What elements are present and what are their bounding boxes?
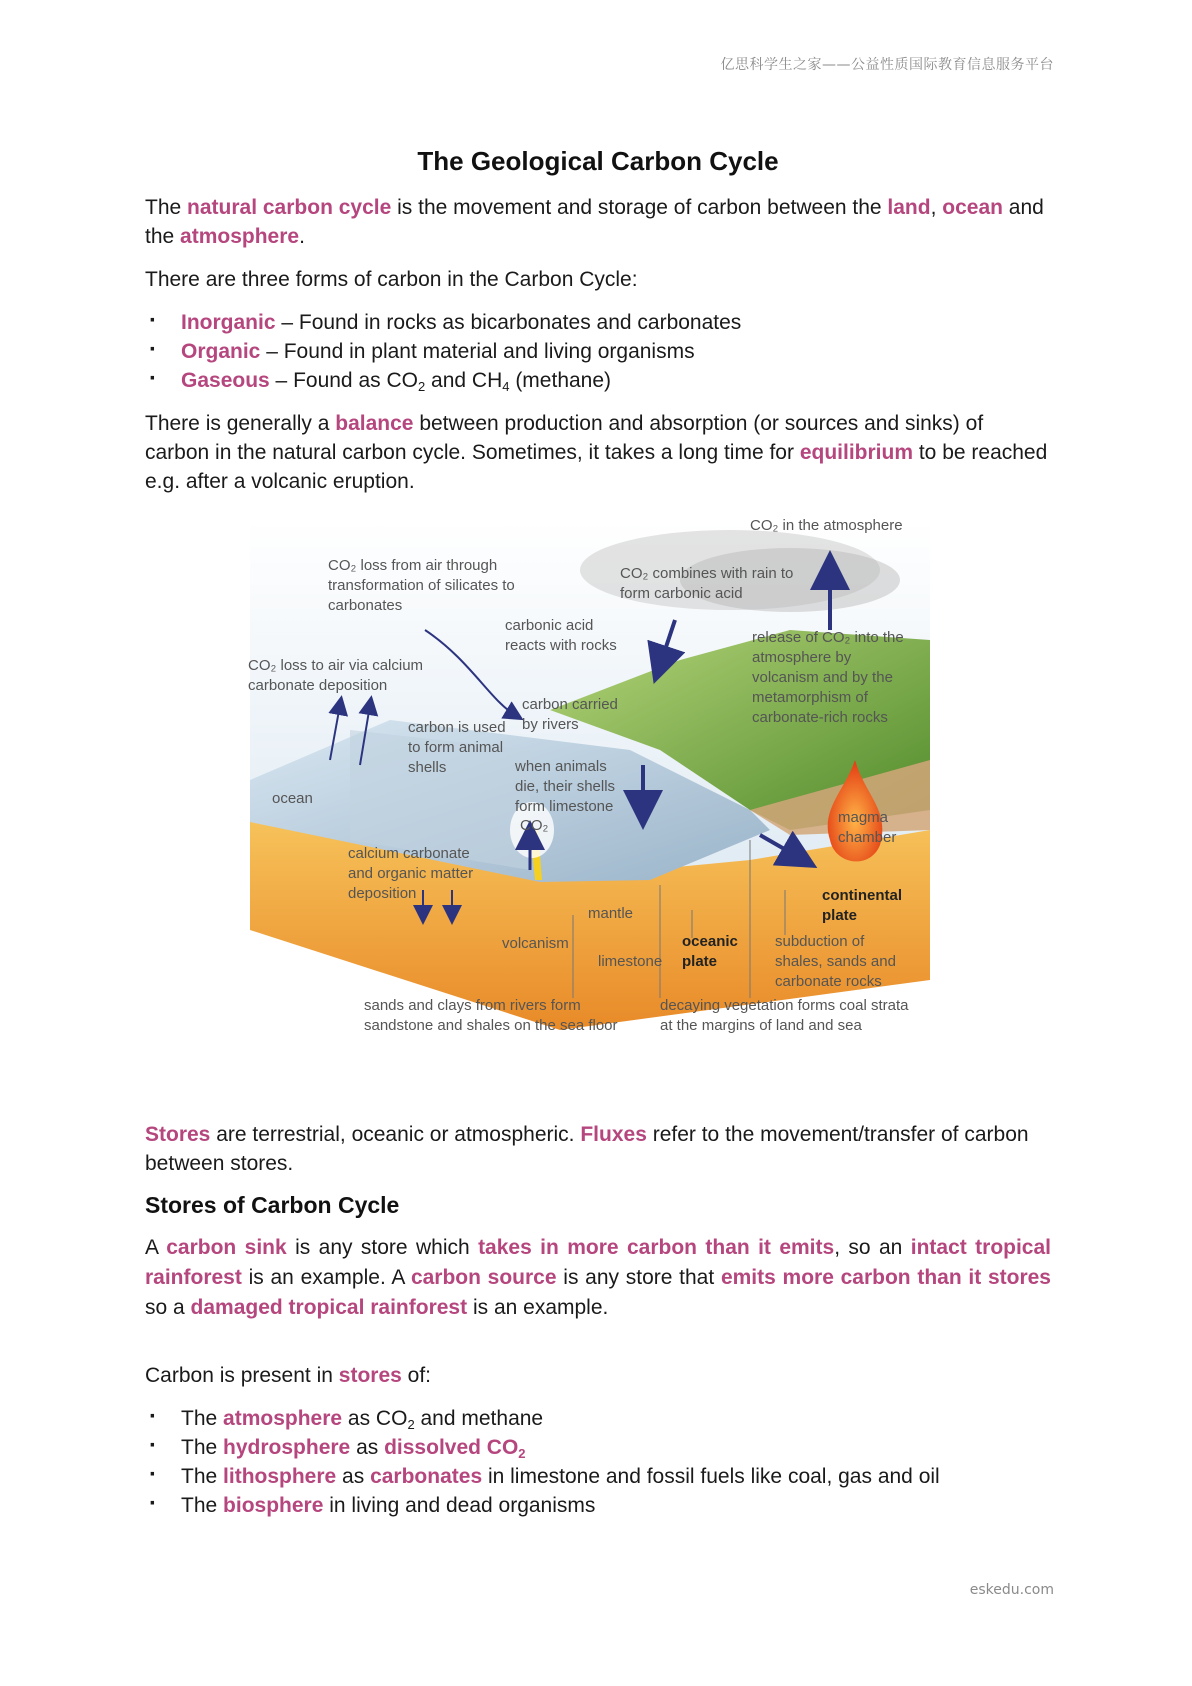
carbon-cycle-diagram — [230, 510, 970, 1080]
section-heading: Stores of Carbon Cycle — [145, 1192, 400, 1218]
label-co2: CO₂ — [520, 817, 549, 834]
label-volcanism: volcanism — [502, 935, 569, 952]
label-carbonic-acid: carbonic acid reacts with rocks — [505, 617, 617, 654]
intro-paragraph: The natural carbon cycle is the movement and storage of carbon between the land, ocean and the atmosphere. — [145, 196, 1044, 248]
label-co2-rain: CO₂ combines with rain to form carbonic acid — [620, 565, 794, 602]
stores-paragraph: Stores are terrestrial, oceanic or atmospheric. Fluxes refer to the movement/transfer of carbon between stores. — [145, 1123, 1029, 1175]
label-animal-shells: carbon is used to form animal shells — [408, 719, 506, 776]
list-item: · Organic – Found in plant material and living organisms — [145, 337, 1051, 366]
forms-list — [145, 308, 1051, 395]
footer-note: eskedu.com — [969, 1582, 1054, 1598]
list-item: · The biosphere in living and dead organisms — [145, 1491, 1051, 1520]
list-item: · Gaseous – Found as $CO_2$ and $CH_4$ (methane) — [145, 366, 1051, 395]
label-ocean: ocean — [272, 790, 313, 807]
list-item: · Inorganic – Found in rocks as bicarbonates and carbonates — [145, 308, 1051, 337]
forms-intro: There are three forms of carbon in the Carbon Cycle: — [145, 268, 638, 291]
label-co2-atmosphere: CO₂ in the atmosphere — [750, 517, 903, 534]
balance-paragraph: There is generally a balance between production and absorption (or sources and sinks) of carbon in the natural carbon cycle. Sometimes, it takes a long time for equilibrium to be reached e.g. after a volcanic eruption. — [145, 412, 1048, 493]
label-limestone: limestone — [598, 953, 663, 970]
stores-list — [145, 1404, 1051, 1520]
label-limestone-form: when animals die, their shells form limestone — [515, 758, 616, 815]
label-subduction: subduction of shales, sands and carbonate rocks — [775, 933, 896, 990]
label-continental-plate: continental plate — [822, 887, 903, 924]
document-body — [145, 140, 1051, 1534]
label-mantle: mantle — [588, 905, 634, 922]
label-co2-loss-silicates: CO₂ loss from air through transformation of silicates to carbonates — [328, 557, 515, 614]
page-title: The Geological Carbon Cycle — [417, 146, 779, 176]
label-sands-clays: sands and clays from rivers form sandstone and shales on the sea floor — [364, 997, 618, 1034]
label-oceanic-plate: oceanic plate — [682, 933, 738, 970]
label-release-co2: release of CO₂ into the atmosphere by volcanism and by the metamorphism of carbonate-rich rocks — [752, 629, 904, 726]
label-calcium-deposition: calcium carbonate and organic matter deposition — [348, 845, 474, 902]
list-item: · The atmosphere as $CO_2$ and methane — [145, 1404, 1051, 1433]
list-item: · The hydrosphere as dissolved $CO_2$ — [145, 1433, 1051, 1462]
list-item: · The lithosphere as carbonates in limestone and fossil fuels like coal, gas and oil — [145, 1462, 1051, 1491]
header-note: 亿思科学生之家——公益性质国际教育信息服务平台 — [720, 57, 1054, 73]
label-vegetation: decaying vegetation forms coal strata at the margins of land and sea — [660, 997, 909, 1034]
label-co2-loss-calcium: CO₂ loss to air via calcium carbonate deposition — [248, 657, 424, 694]
sink-paragraph: A carbon sink is any store which takes in more carbon than it emits, so an intact tropical rainforest is an example. A carbon source is any store that emits more carbon than it stores so a damaged tropical rainforest is an example. — [145, 1236, 1051, 1319]
present-intro: Carbon is present in stores of: — [145, 1364, 431, 1387]
label-carbon-rivers: carbon carried by rivers — [522, 696, 618, 733]
label-magma: magma chamber — [838, 809, 897, 846]
